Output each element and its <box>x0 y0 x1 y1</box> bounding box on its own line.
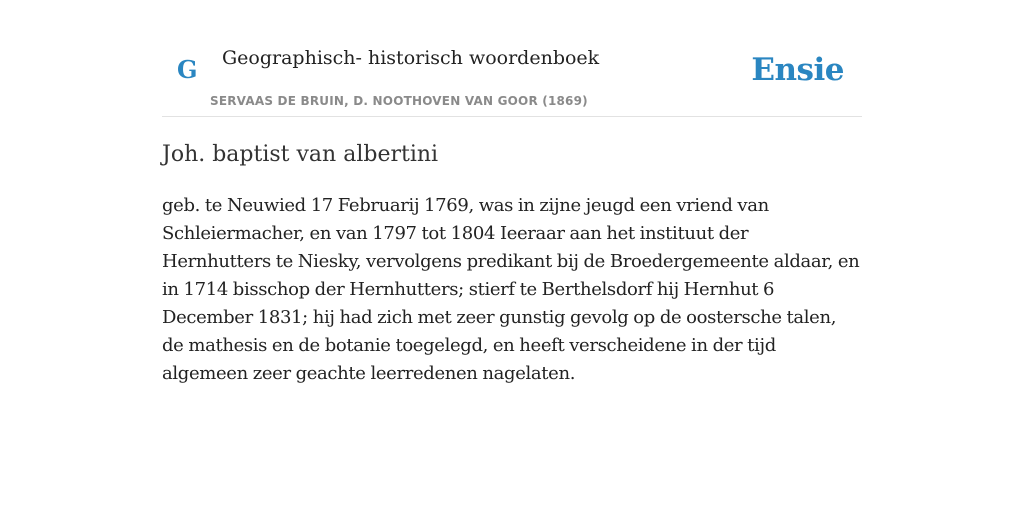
entry-title: Joh. baptist van albertini <box>162 142 439 167</box>
ensie-logo-link[interactable]: Ensie <box>751 52 844 88</box>
book-title-link[interactable]: Geographisch- historisch woordenboek <box>222 47 600 69</box>
book-authors: SERVAAS DE BRUIN, D. NOOTHOVEN VAN GOOR (1869) <box>210 94 588 108</box>
book-header <box>162 0 862 117</box>
entry-body: geb. te Neuwied 17 Februarij 1769, was in zijne jeugd een vriend van Schleiermacher, en van 1797 tot 1804 Ieeraar aan het instituut der Hernhutters te Niesky, vervolgens predikant bij de Broedergemeente aldaar, en in 1714 bisschop der Hernhutters; stierf te Berthelsdorf hij Hernhut 6 December 1831; hij had zich met zeer gunstig gevolg op de oostersche talen, de mathesis en de botanie toegelegd, en heeft verscheidene in der tijd algemeen zeer geachte leerredenen nagelaten. <box>162 195 860 384</box>
book-letter-icon[interactable]: G <box>177 55 198 84</box>
